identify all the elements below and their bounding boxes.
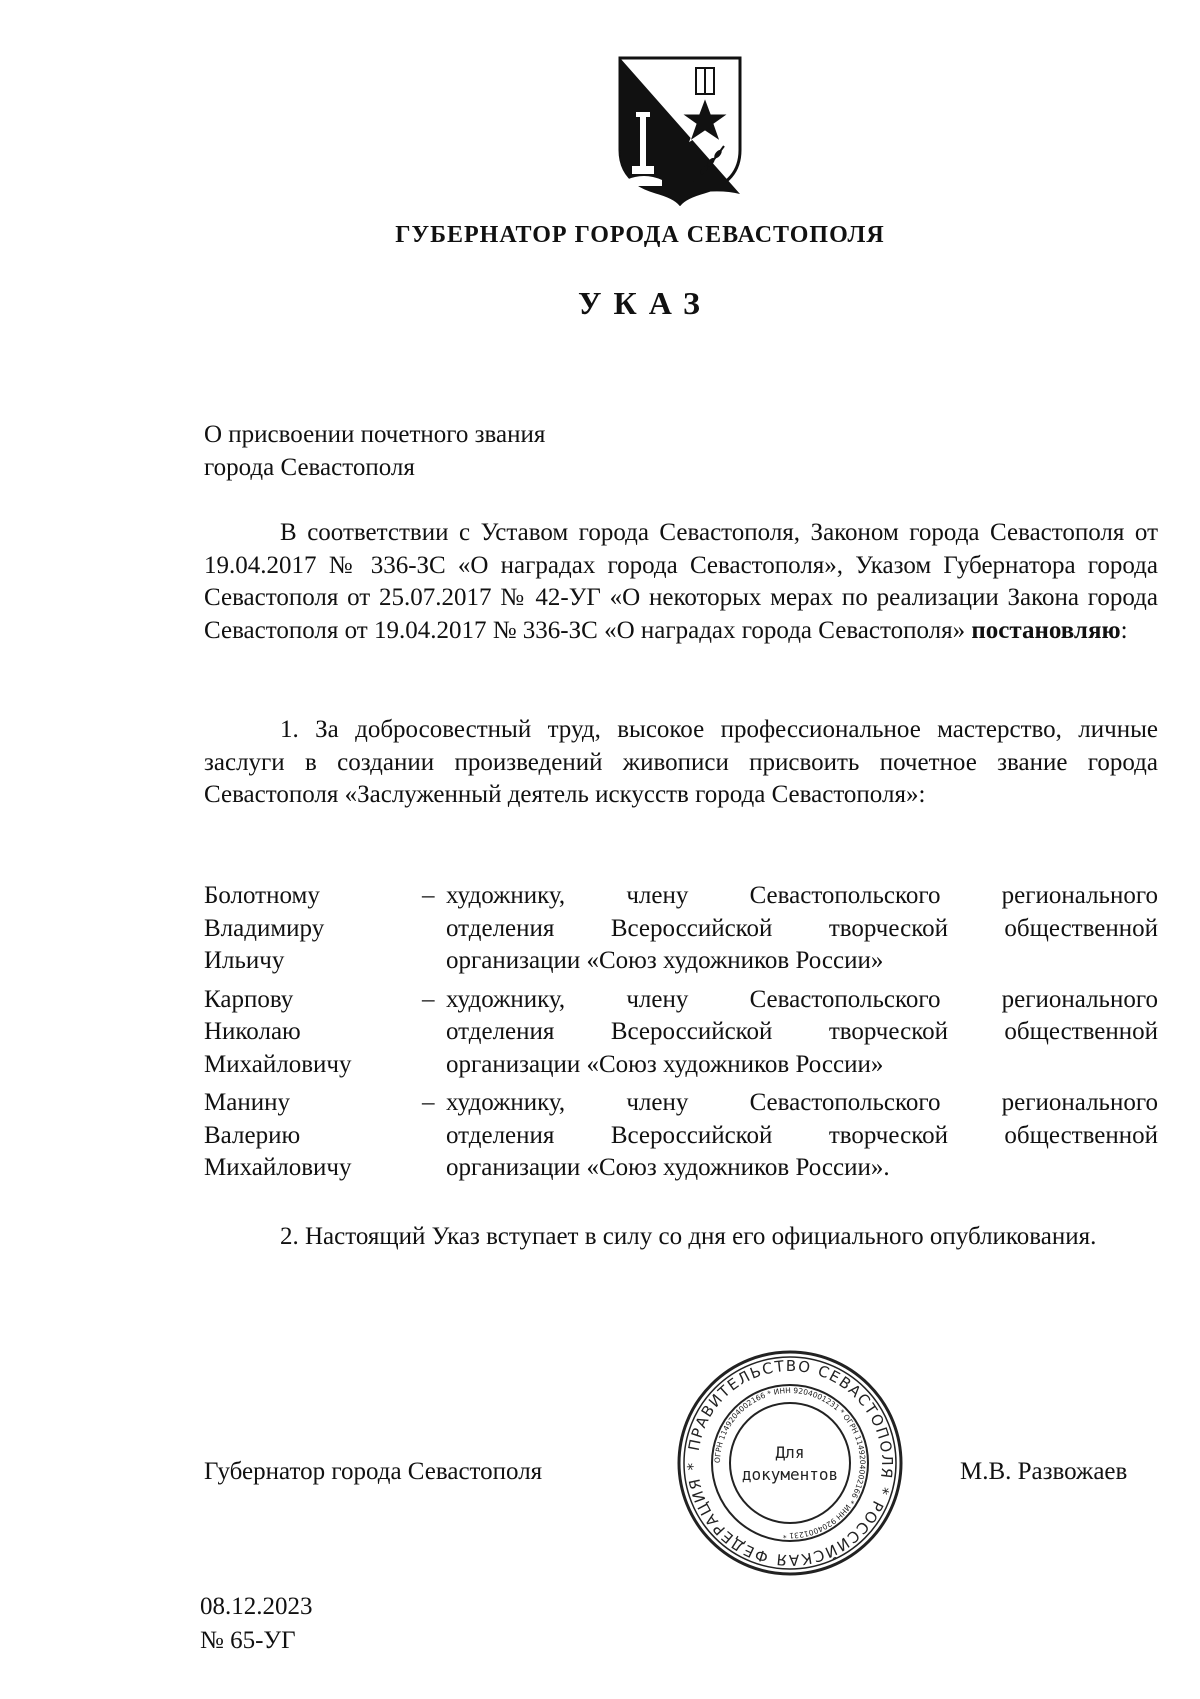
official-seal-stamp <box>675 1348 905 1578</box>
word: отделения <box>446 1121 555 1149</box>
word: члену <box>626 882 689 909</box>
awardee-description <box>422 984 1158 1082</box>
awardee-entry <box>204 880 1158 978</box>
decision-word: постановляю <box>971 616 1121 644</box>
word: члену <box>626 1089 689 1116</box>
seal-outer-text: ПРАВИТЕЛЬСТВО СЕВАСТОПОЛЯ * РОССИЙСКАЯ ФЕДЕРАЦИЯ * <box>683 1356 897 1570</box>
word: Севастопольского <box>749 985 941 1013</box>
awardee-name <box>204 880 422 978</box>
word: творческой <box>828 1121 948 1149</box>
awardee-name <box>204 1087 422 1185</box>
awardee-description <box>422 880 1158 978</box>
dash: – <box>422 882 435 909</box>
sevastopol-coat-of-arms <box>614 54 746 206</box>
awardee-surname: Карпову <box>204 985 294 1013</box>
word: общественной <box>1004 1018 1158 1045</box>
description-line: организации «Союз художников России» <box>446 1050 884 1078</box>
document-type: УКАЗ <box>578 285 712 321</box>
word: художнику, <box>446 1089 566 1116</box>
word: Севастопольского <box>749 1089 941 1116</box>
awardee-name <box>204 984 422 1082</box>
seal-inner-text: ОГРН 1149204002166 * ИНН 9204001231 * ОГРН 1149204002166 * ИНН 9204001231 * <box>712 1385 868 1541</box>
signatory-role: Губернатор города Севастополя <box>204 1458 543 1485</box>
word: Всероссийской <box>610 1121 773 1149</box>
subject-line: города Севастополя <box>204 454 415 481</box>
awardees-list <box>204 880 1158 1191</box>
awardee-patronymic: Михайловичу <box>204 1154 352 1181</box>
awardee-first-name: Владимиру <box>204 914 325 942</box>
word: члену <box>626 985 689 1013</box>
word: отделения <box>446 914 555 942</box>
awardee-patronymic: Ильичу <box>204 947 285 974</box>
awardee-entry <box>204 1087 1158 1185</box>
awardee-surname: Болотному <box>204 882 320 909</box>
word: творческой <box>828 914 948 942</box>
word: регионального <box>1001 1089 1158 1116</box>
awardee-first-name: Валерию <box>204 1121 301 1149</box>
awardee-description <box>422 1087 1158 1185</box>
awardee-entry <box>204 984 1158 1082</box>
issuer-title: ГУБЕРНАТОР ГОРОДА СЕВАСТОПОЛЯ <box>395 222 885 248</box>
word: регионального <box>1001 985 1158 1013</box>
signatory-name: М.В. Развожаев <box>960 1458 1128 1485</box>
dash: – <box>422 1089 435 1116</box>
word: регионального <box>1001 882 1158 909</box>
awardee-first-name: Николаю <box>204 1018 301 1045</box>
description-line: организации «Союз художников России». <box>446 1154 890 1181</box>
word: творческой <box>828 1018 948 1045</box>
item-2-paragraph: 2. Настоящий Указ вступает в силу со дня его официального опубликования. <box>280 1223 1097 1250</box>
awardee-surname: Манину <box>204 1089 290 1116</box>
word: художнику, <box>446 882 566 909</box>
item-1-paragraph: 1. За добросовестный труд, высокое профессиональное мастерство, личные заслуги в создании произведений живописи присвоить почетное звание города Севастополя «Заслуженный деятель искусств города Севастополя»: <box>204 716 1158 808</box>
preamble-paragraph <box>204 517 1158 647</box>
seal-center-line: Для <box>775 1443 805 1462</box>
word: общественной <box>1004 1121 1158 1149</box>
preamble-colon: : <box>1120 616 1128 644</box>
word: Всероссийской <box>610 914 773 942</box>
word: отделения <box>446 1018 555 1045</box>
subject-line: О присвоении почетного звания <box>204 421 546 448</box>
document-subject <box>204 418 545 484</box>
word: Севастопольского <box>749 882 941 909</box>
document-date: 08.12.2023 <box>200 1593 313 1620</box>
word: художнику, <box>446 985 566 1013</box>
word: общественной <box>1004 914 1158 942</box>
seal-center-line: документов <box>741 1465 839 1484</box>
word: Всероссийской <box>610 1018 773 1045</box>
description-line: организации «Союз художников России» <box>446 947 884 974</box>
dash: – <box>422 985 435 1013</box>
awardee-patronymic: Михайловичу <box>204 1050 352 1078</box>
preamble-text: В соответствии с Уставом города Севастополя, Законом города Севастополя от 19.04.2017 № 336-ЗС «О наградах города Севастополя», Указом Губернатора города Севастополя от 25.07.2017 № 42-УГ «О некоторых мерах по реализации Закона города Севастополя от 19.04.2017 № 336-ЗС «О наградах города Севастополя» <box>204 519 1158 644</box>
document-number: № 65-УГ <box>200 1627 296 1654</box>
